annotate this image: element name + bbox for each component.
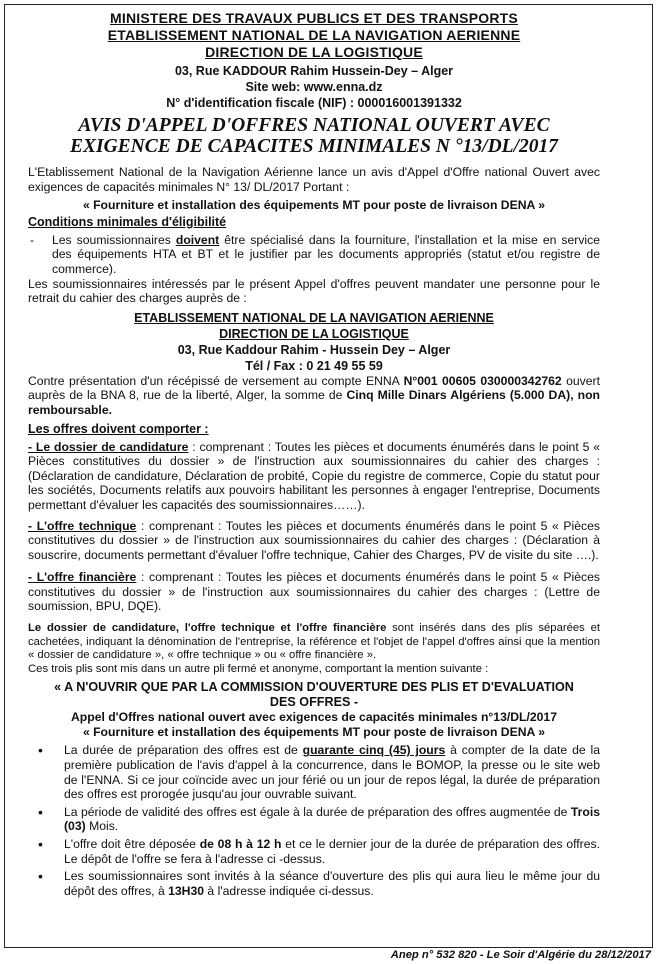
mandate-paragraph: Les soumissionnaires intéressés par le présent Appel d'offres peuvent mandater une personne pour le retrait du cahier des charges auprès de : xyxy=(28,276,600,306)
list-item: • La durée de préparation des offres est de guarante cinq (45) jours à compter de la date de la première publication de l'avis d'appel à la concurrence, dans le BOMOP, la presse ou le site web de l'ENNA. Si ce jour coïncide avec un jour férié ou un jour de repos légal, la durée de préparation des offres est prorogée jusqu'au jour ouvrable suivant. xyxy=(38,742,601,802)
direction-header: DIRECTION DE LA LOGISTIQUE xyxy=(205,44,423,60)
list-item: • L'offre doit être déposée de 08 h à 12 h et ce le dernier jour de la durée de préparation des offres. Le dépôt de l'offre se fera à l'adresse ci -dessus. xyxy=(38,836,600,866)
technical-offer-paragraph: - L'offre technique : comprenant : Toutes les pièces et documents énumérés dans le point 5 « Pièces constitutives du dossier » de l'instruction aux soumissionnaires du cahier des charges : (Déclaration à souscrire, documents permettant d'évaluer l'offre technique, Cahier des Charges, PV de visite du site ….). xyxy=(28,518,600,562)
contact-direction: DIRECTION DE LA LOGISTIQUE xyxy=(219,326,409,341)
mention-line-2: DES OFFRES - xyxy=(269,695,359,710)
mention-line-3: Appel d'Offres national ouvert avec exigences de capacités minimales n°13/DL/2017 xyxy=(71,710,557,725)
conditions-list xyxy=(28,743,600,898)
intro-paragraph: L'Etablissement National de la Navigation Aérienne lance un avis d'Appel d'Offre national Ouvert avec exigences de capacités minimales N° 13/ DL/2017 Portant : xyxy=(28,165,600,194)
dash-marker: - xyxy=(30,232,35,247)
eligibility-text: Les soumissionnaires doivent être spécialisé dans la fourniture, l'installation et la mise en service des équipements HTA et BT et le justifier par les documents appropriés (statut et/ou registre de commerce). xyxy=(52,232,601,276)
title-line-1: AVIS D'APPEL D'OFFRES NATIONAL OUVERT AVEC xyxy=(78,115,550,136)
financial-offer-paragraph: - L'offre financière : comprenant : Toutes les pièces et documents énumérés dans le point 5 « Pièces constitutives du dossier » de l'instruction aux soumissionnaires du cahier des charges : (Lettre de soumission, BPU, DQE). xyxy=(28,570,600,614)
eligibility-heading: Conditions minimales d'éligibilité xyxy=(28,214,227,229)
subject-line: « Fourniture et installation des équipements MT pour poste de livraison DENA » xyxy=(82,198,546,213)
notice-title xyxy=(28,115,600,157)
mention-line-4: « Fourniture et installation des équipements MT pour poste de livraison DENA » xyxy=(82,725,546,740)
title-line-2: EXIGENCE DE CAPACITES MINIMALES N °13/DL/2017 xyxy=(69,136,558,157)
address-line: 03, Rue KADDOUR Rahim Hussein-Dey – Alger xyxy=(174,64,454,78)
ministry-header: MINISTERE DES TRAVAUX PUBLICS ET DES TRANSPORTS xyxy=(110,10,518,26)
offers-heading: Les offres doivent comporter : xyxy=(28,421,209,436)
payment-paragraph: Contre présentation d'un récépissé de versement au compte ENNA N°001 00605 030000342762 ouvert auprès de la BNA 8, rue de la liberté, Alger, la somme de Cinq Mille Dinars Algériens (5.000 DA), non remboursable. xyxy=(28,373,600,417)
mention-line-1: « A N'OUVRIR QUE PAR LA COMMISSION D'OUVERTURE DES PLIS ET D'EVALUATION xyxy=(54,680,574,695)
contact-address: 03, Rue Kaddour Rahim - Hussein Dey – Alger xyxy=(177,342,451,357)
website-line: Site web: www.enna.dz xyxy=(245,80,383,94)
notice-content xyxy=(28,10,600,901)
contact-establishment: ETABLISSEMENT NATIONAL DE LA NAVIGATION AERIENNE xyxy=(134,310,494,325)
publication-footer: Anep n° 532 820 - Le Soir d'Algérie du 28/12/2017 xyxy=(390,949,651,961)
list-item: • La période de validité des offres est égale à la durée de préparation des offres augmentée de Trois (03) Mois. xyxy=(38,803,600,834)
list-item: • Les soumissionnaires sont invités à la séance d'ouverture des plis qui aura lieu le même jour du dépôt des offres, à 13H30 à l'adresse indiquée ci-dessus. xyxy=(38,868,600,898)
candidature-paragraph: - Le dossier de candidature : comprenant : Toutes les pièces et documents énumérés dans le point 5 « Pièces constitutives du dossier » de l'instruction aux soumissionnaires du cahier des charges : (Déclaration de candidature, Déclaration de probité, Copie du registre de commerce, Copie du statut pour les sociétés, Documents relatifs aux pouvoirs habilitant les personnes à engager l'entreprise, Documents permettant d'évaluer les capacités des soumissionnaires……). xyxy=(28,439,601,512)
nif-line: N° d'identification fiscale (NIF) : 000016001391332 xyxy=(166,96,462,110)
envelope-note: Ces trois plis sont mis dans un autre pli fermé et anonyme, comportant la mention suivante : xyxy=(28,662,489,675)
contact-tel: Tél / Fax : 0 21 49 55 59 xyxy=(245,358,383,373)
establishment-header: ETABLISSEMENT NATIONAL DE LA NAVIGATION AERIENNE xyxy=(107,27,521,43)
eligibility-item xyxy=(30,233,600,277)
envelope-paragraph: Le dossier de candidature, l'offre technique et l'offre financière sont insérés dans des plis séparées et cachetées, indiquant la dénomination de l'entreprise, la référence et l'objet de l'appel d'offres ainsi que la mention « dossier de candidature », « offre technique » ou « offre financière ». xyxy=(28,622,601,662)
